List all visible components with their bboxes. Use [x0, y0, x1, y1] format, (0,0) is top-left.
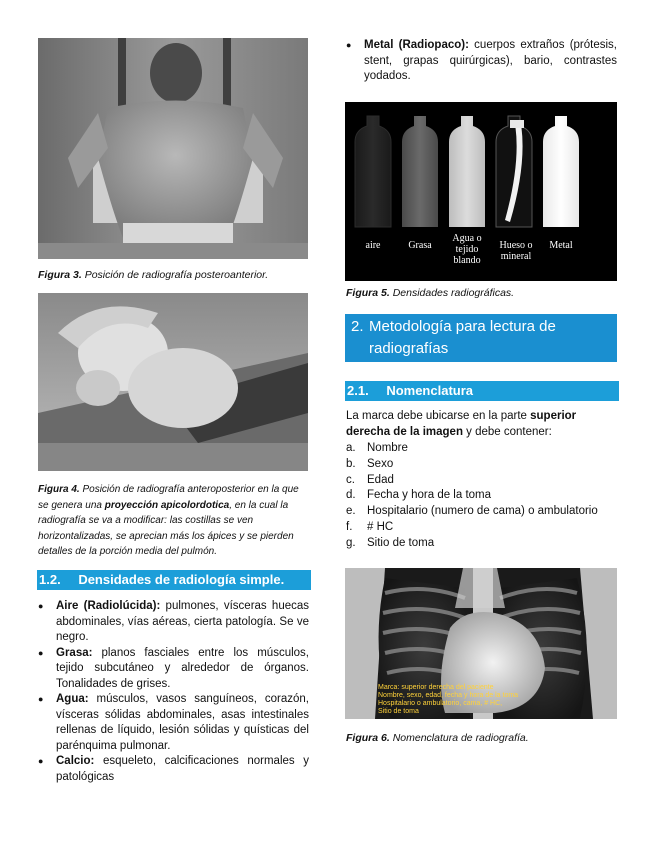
- section-1-2-heading: [37, 570, 311, 590]
- bullet-agua-term: Agua:: [56, 693, 89, 705]
- list-key: b.: [346, 457, 356, 470]
- metal-bullet-list: [346, 38, 617, 85]
- section-2-number: 2.: [351, 318, 364, 335]
- list-value: Edad: [367, 473, 394, 486]
- nomenclature-list: [346, 441, 618, 552]
- figure-5-text: Densidades radiográficas.: [392, 287, 515, 299]
- bullet-grasa: [38, 646, 309, 693]
- section-1-2-number: 1.2.: [39, 572, 61, 587]
- list-item: [346, 441, 618, 457]
- list-item: [346, 473, 618, 489]
- section-2-1-heading: [345, 381, 619, 401]
- list-value: Fecha y hora de la toma: [367, 489, 492, 502]
- figure-4-label: Figura 4.: [38, 484, 80, 495]
- figure-6-xray: [345, 568, 617, 719]
- list-key: c.: [346, 473, 355, 486]
- section-2-heading: [345, 314, 617, 362]
- intro-text-2: y debe contener:: [462, 425, 552, 438]
- bullet-calcio-text: esqueleto, calcificaciones normales y patológicas: [56, 755, 309, 783]
- section-2-title: Metodología para lectura de radiografías: [369, 318, 556, 357]
- bullet-aire-text: pulmones, vísceras huecas abdominales, vías aéreas, cierta patología. Se ve negro.: [56, 600, 310, 643]
- bottle-label-grasa: Grasa: [408, 240, 432, 251]
- density-bullet-list: [38, 599, 309, 785]
- section-2-1-title: Nomenclatura: [386, 383, 474, 398]
- bullet-agua-text: músculos, vasos sanguíneos, corazón, vísceras sólidas abdominales, asas intestinales rellenas de líquido, lesión sólidas y quísticas del parénquima pulmonar.: [56, 693, 309, 752]
- figure-3-label: Figura 3.: [38, 269, 82, 281]
- bullet-grasa-term: Grasa:: [56, 646, 93, 659]
- section-1-2-title: Densidades de radiología simple.: [78, 572, 285, 587]
- section-2-1-number: 2.1.: [347, 383, 369, 398]
- bullet-metal-text: cuerpos extraños (prótesis, stent, grapas quirúrgicas), bario, contrastes yodados.: [364, 39, 617, 82]
- xray-annotation-line: Nombre, sexo, edad, fecha y hora de la toma: [378, 692, 519, 699]
- bullet-aire: [38, 599, 309, 646]
- nomenclature-intro: [346, 409, 618, 440]
- figure-4-text-2: , en la cual la radiografía se va a modificar: las costillas se ven horizontalizadas, se aprecian más los ápices y se pierden detalles de la porción media del pulmón.: [38, 499, 294, 557]
- figure-4-photo: [38, 293, 308, 471]
- bottle-label-hueso: Hueso o mineral: [499, 240, 533, 262]
- list-item: [346, 536, 618, 552]
- xray-annotation-line: Sitio de toma: [378, 708, 419, 715]
- xray-annotation-line: Hospitalario o ambulatorio, cama, # HC,: [378, 700, 503, 707]
- list-value: Hospitalario (numero de cama) o ambulatorio: [367, 505, 598, 518]
- xray-annotation-line: Marca: superior derecha del paciente: [378, 684, 494, 691]
- bottle-label-aire: aire: [365, 240, 381, 251]
- list-item: [346, 520, 618, 536]
- intro-text-1: La marca debe ubicarse en la parte: [346, 410, 531, 422]
- xray-annotation: [378, 684, 578, 716]
- bottle-label-agua: Agua o tejido blando: [452, 233, 482, 266]
- figure-5-image: [345, 102, 617, 281]
- bullet-grasa-text: planos fasciales entre los músculos, tejido subcutáneo y alrededor de órganos. Tonalidades de grises.: [56, 646, 309, 690]
- bullet-agua: [38, 692, 309, 754]
- figure-6-caption: [346, 731, 618, 746]
- figure-6-label: Figura 6.: [346, 732, 390, 744]
- list-item: [346, 488, 618, 504]
- figure-4-bold: proyección apicolordotica: [104, 499, 230, 511]
- list-value: # HC: [367, 520, 394, 533]
- figure-3-text: Posición de radiografía posteroanterior.: [84, 269, 269, 281]
- bottle-label-metal: Metal: [549, 240, 573, 251]
- figure-4-text-1: Posición de radiografía anteroposterior en la que se genera una: [38, 484, 299, 511]
- list-key: d.: [346, 489, 356, 502]
- figure-5-caption: [346, 286, 618, 301]
- bullet-metal: [346, 38, 617, 85]
- list-value: Sexo: [367, 457, 394, 470]
- figure-5-label: Figura 5.: [346, 287, 390, 299]
- bullet-metal-term: Metal (Radiopaco):: [364, 39, 469, 51]
- list-key: a.: [346, 442, 356, 454]
- bullet-calcio: [38, 754, 309, 785]
- figure-3-photo: [38, 38, 308, 259]
- figure-6-text: Nomenclatura de radiografía.: [392, 732, 529, 744]
- list-key: g.: [346, 536, 356, 549]
- intro-bold: superior derecha de la imagen: [346, 410, 577, 438]
- bullet-calcio-term: Calcio:: [56, 755, 95, 767]
- list-item: [346, 457, 618, 473]
- bullet-aire-term: Aire (Radiolúcida):: [56, 600, 161, 612]
- list-key: e.: [346, 505, 356, 518]
- figure-3-caption: [38, 268, 308, 283]
- figure-4-caption: [38, 482, 308, 560]
- list-item: [346, 504, 618, 520]
- list-key: f.: [346, 520, 353, 533]
- list-value: Sitio de toma: [367, 536, 435, 549]
- list-value: Nombre: [367, 442, 408, 454]
